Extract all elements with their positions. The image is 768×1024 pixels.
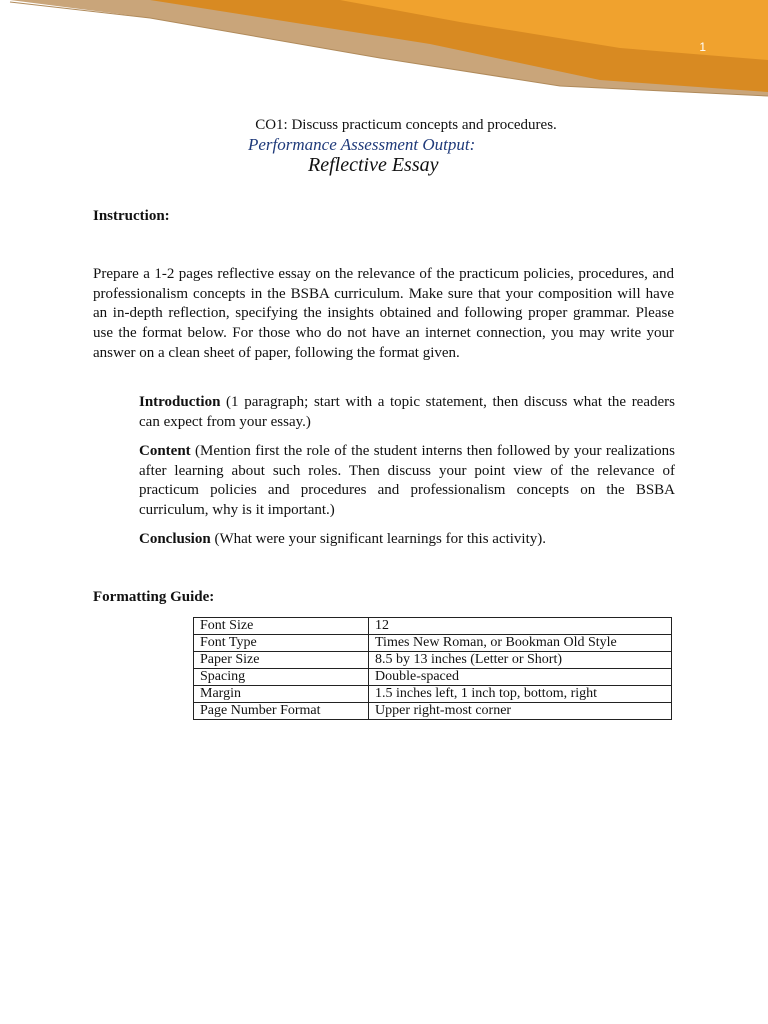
table-cell-value: Upper right-most corner	[369, 703, 672, 720]
conclusion-term: Conclusion	[139, 531, 211, 547]
table-row	[194, 703, 672, 720]
document-title: Reflective Essay	[308, 154, 439, 176]
table-row	[194, 686, 672, 703]
instruction-paragraph: Prepare a 1-2 pages reflective essay on the relevance of the practicum policies, procedures, and professionalism concepts in the BSBA curriculum. Make sure that your composition will have an in-depth reflection, specifying the insights obtained and following proper grammar. Please use the format below. For those who do not have an internet connection, you may write your answer on a clean sheet of paper, following the format given.	[93, 266, 674, 361]
conclusion-item	[139, 530, 675, 550]
header-banner	[0, 0, 768, 100]
table-cell-key: Margin	[194, 686, 369, 703]
table-cell-value: 8.5 by 13 inches (Letter or Short)	[369, 652, 672, 669]
table-row	[194, 618, 672, 635]
table-cell-value: 12	[369, 618, 672, 635]
content-text: (Mention first the role of the student interns then followed by your realizations after learning about such roles. Then discuss your point view of the relevance of practicum policies and procedures and professionalism concepts on the BSBA curriculum, why is it important.)	[139, 443, 675, 519]
table-cell-key: Font Type	[194, 635, 369, 652]
introduction-text: (1 paragraph; start with a topic statement, then discuss what the readers can expect from your essay.)	[139, 394, 675, 430]
instruction-label: Instruction:	[93, 208, 170, 224]
page-number: 1	[699, 40, 706, 54]
table-cell-value: 1.5 inches left, 1 inch top, bottom, right	[369, 686, 672, 703]
table-row	[194, 669, 672, 686]
introduction-term: Introduction	[139, 394, 221, 410]
document-subtitle: Performance Assessment Output:	[248, 135, 476, 154]
course-outcome-line: CO1: Discuss practicum concepts and procedures.	[255, 117, 557, 133]
table-cell-key: Spacing	[194, 669, 369, 686]
formatting-guide-table	[193, 617, 672, 720]
table-cell-key: Page Number Format	[194, 703, 369, 720]
table-cell-key: Font Size	[194, 618, 369, 635]
table-row	[194, 652, 672, 669]
formatting-guide-label: Formatting Guide:	[93, 589, 215, 605]
table-cell-value: Double-spaced	[369, 669, 672, 686]
table-cell-key: Paper Size	[194, 652, 369, 669]
conclusion-text: (What were your significant learnings for this activity).	[210, 531, 547, 547]
content-item	[139, 442, 675, 521]
table-row	[194, 635, 672, 652]
table-cell-value: Times New Roman, or Bookman Old Style	[369, 635, 672, 652]
content-term: Content	[139, 443, 191, 459]
introduction-item	[139, 393, 675, 432]
